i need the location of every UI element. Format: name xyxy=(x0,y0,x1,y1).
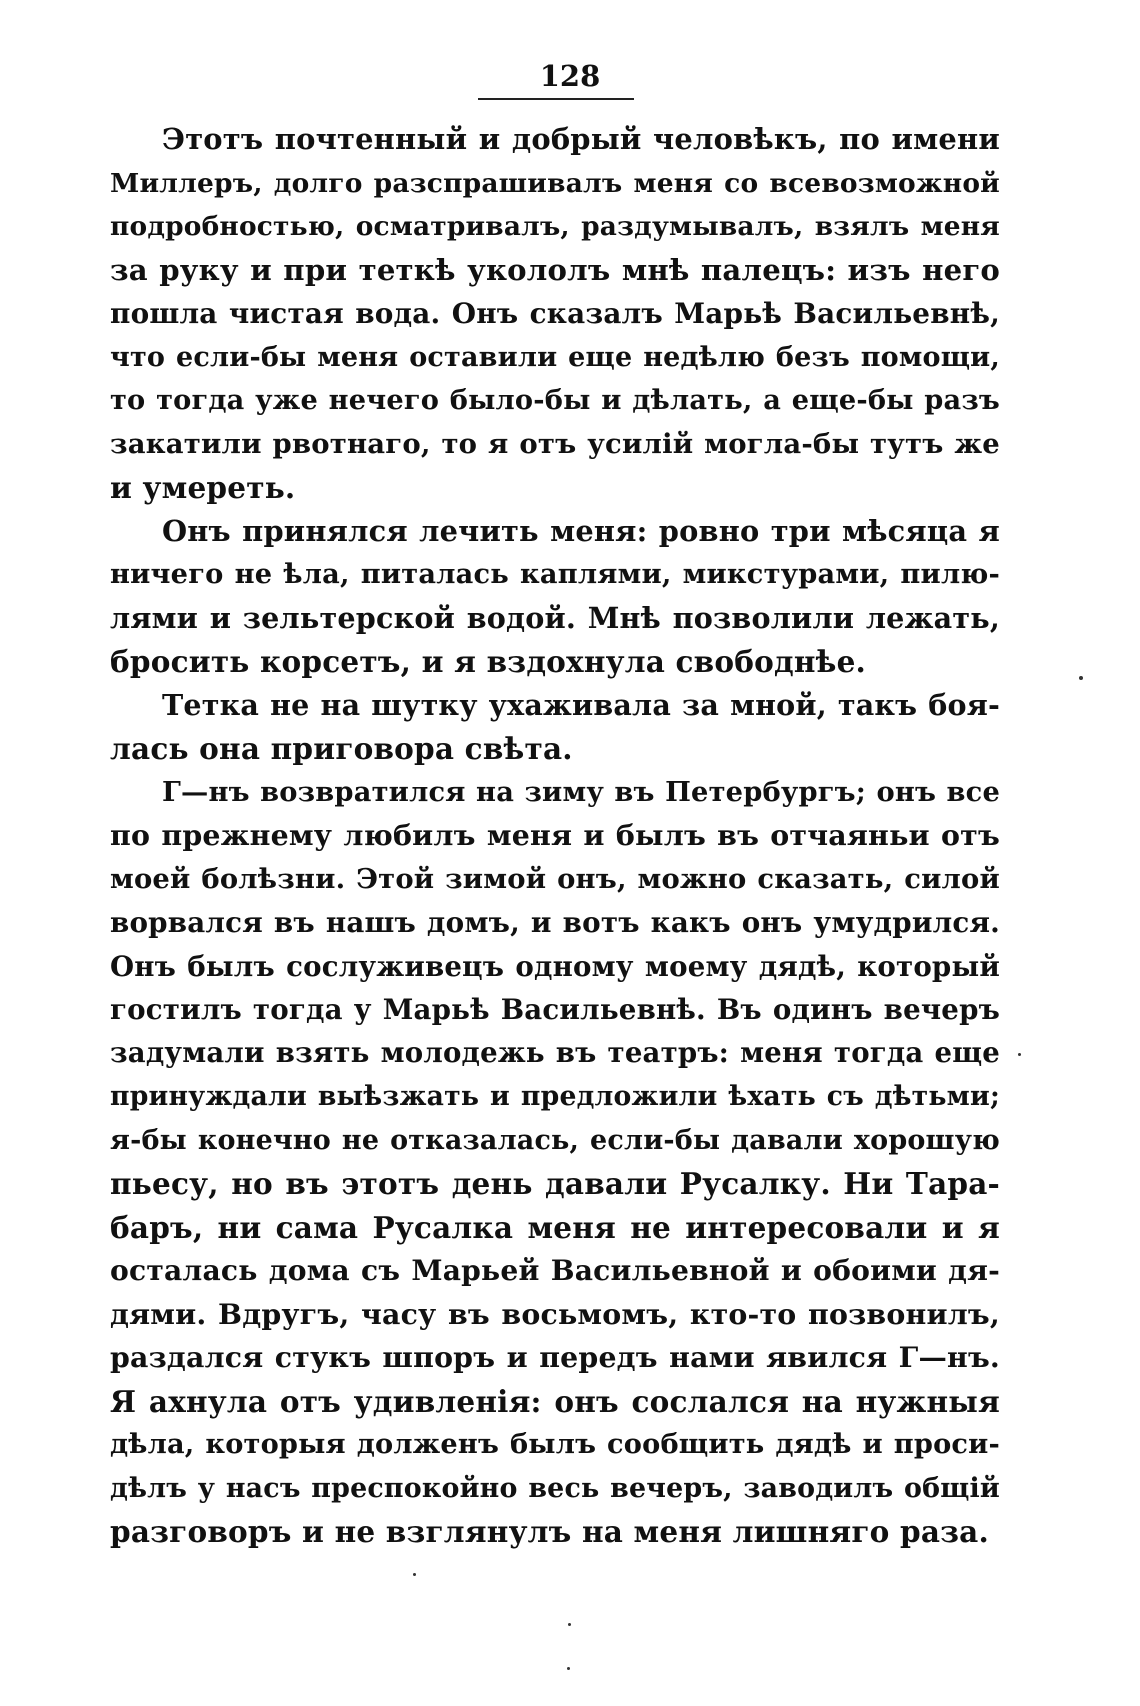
text-line: разговоръ и не взглянулъ на меня лишняго раза. xyxy=(110,1514,989,1549)
print-speck xyxy=(413,1573,416,1576)
text-line: бросить корсетъ, и я вздохнула свободнѣе. xyxy=(110,644,867,679)
text-line: я-бы конечно не отказалась, если-бы давали хорошую xyxy=(110,1124,1000,1156)
text-line: за руку и при теткѣ укололъ мнѣ палецъ: изъ него xyxy=(110,252,1000,287)
text-line: то тогда уже нечего было-бы и дѣлать, а еще-бы разъ xyxy=(110,384,1000,416)
text-line: задумали взять молодежь въ театръ: меня тогда еще xyxy=(110,1036,1000,1069)
text-line: по прежнему любилъ меня и былъ въ отчаяньи отъ xyxy=(110,818,1000,852)
text-line: баръ, ни сама Русалка меня не интересовали и я xyxy=(110,1209,1000,1245)
text-line: Тетка не на шутку ухаживала за мной, такъ боя- xyxy=(162,687,1000,722)
text-line: Этотъ почтенный и добрый человѣкъ, по имени xyxy=(162,122,1000,156)
text-line: принуждали выѣзжать и предложили ѣхать съ дѣтьми; xyxy=(110,1081,1000,1112)
text-line: пьесу, но въ этотъ день давали Русалку. Ни Тара- xyxy=(110,1166,1000,1201)
text-line: пошла чистая вода. Онъ сказалъ Марьѣ Васильевнѣ, xyxy=(110,297,1000,330)
text-line: Г—нъ возвратился на зиму въ Петербургъ; онъ все xyxy=(162,775,1000,808)
text-line: дѣлъ у насъ преспокойно весь вечеръ, заводилъ общій xyxy=(110,1472,1000,1504)
text-line: осталась дома съ Марьей Васильевной и обоими дя- xyxy=(110,1254,1000,1287)
text-line: дями. Вдругъ, часу въ восьмомъ, кто-то позвонилъ, xyxy=(110,1296,1000,1331)
text-line: гостилъ тогда у Марьѣ Васильевнѣ. Въ одинъ вечеръ xyxy=(110,993,1000,1026)
text-line: и умереть. xyxy=(110,470,296,505)
text-line: ничего не ѣла, питалась каплями, микстурами, пилю- xyxy=(110,558,1000,590)
text-line: Онъ былъ сослуживецъ одному моему дядѣ, который xyxy=(110,949,1000,983)
text-line: Я ахнула отъ удивленія: онъ сослался на нужныя xyxy=(110,1383,1000,1419)
text-line: ворвался въ нашъ домъ, и вотъ какъ онъ умудрился. xyxy=(110,906,1000,939)
print-speck xyxy=(1079,676,1083,680)
text-line: раздался стукъ шпоръ и передъ нами явился Г—нъ. xyxy=(110,1340,1000,1374)
text-line: моей болѣзни. Этой зимой онъ, можно сказать, силой xyxy=(110,862,1000,895)
text-line: что если-бы меня оставили еще недѣлю безъ помощи, xyxy=(110,341,1000,373)
text-line: дѣла, которыя долженъ былъ сообщить дядѣ и проси- xyxy=(110,1428,1000,1460)
text-line: Онъ принялся лечить меня: ровно три мѣсяца я xyxy=(162,513,1000,548)
text-line: Миллеръ, долго разспрашивалъ меня со всевозможной xyxy=(110,167,1000,199)
page-number: 128 xyxy=(539,59,601,93)
text-line: закатили рвотнаго, то я отъ усилій могла-бы тутъ же xyxy=(110,427,1000,460)
text-line: лась она приговора свѣта. xyxy=(110,731,573,766)
body-text xyxy=(110,118,1000,1554)
text-line: лями и зельтерской водой. Мнѣ позволили лежать, xyxy=(110,600,1000,635)
print-speck xyxy=(1018,1053,1021,1056)
print-speck xyxy=(568,1623,571,1626)
text-line: подробностью, осматривалъ, раздумывалъ, взялъ меня xyxy=(110,211,1000,242)
print-speck xyxy=(567,1667,570,1670)
page-number-rule xyxy=(478,98,634,100)
